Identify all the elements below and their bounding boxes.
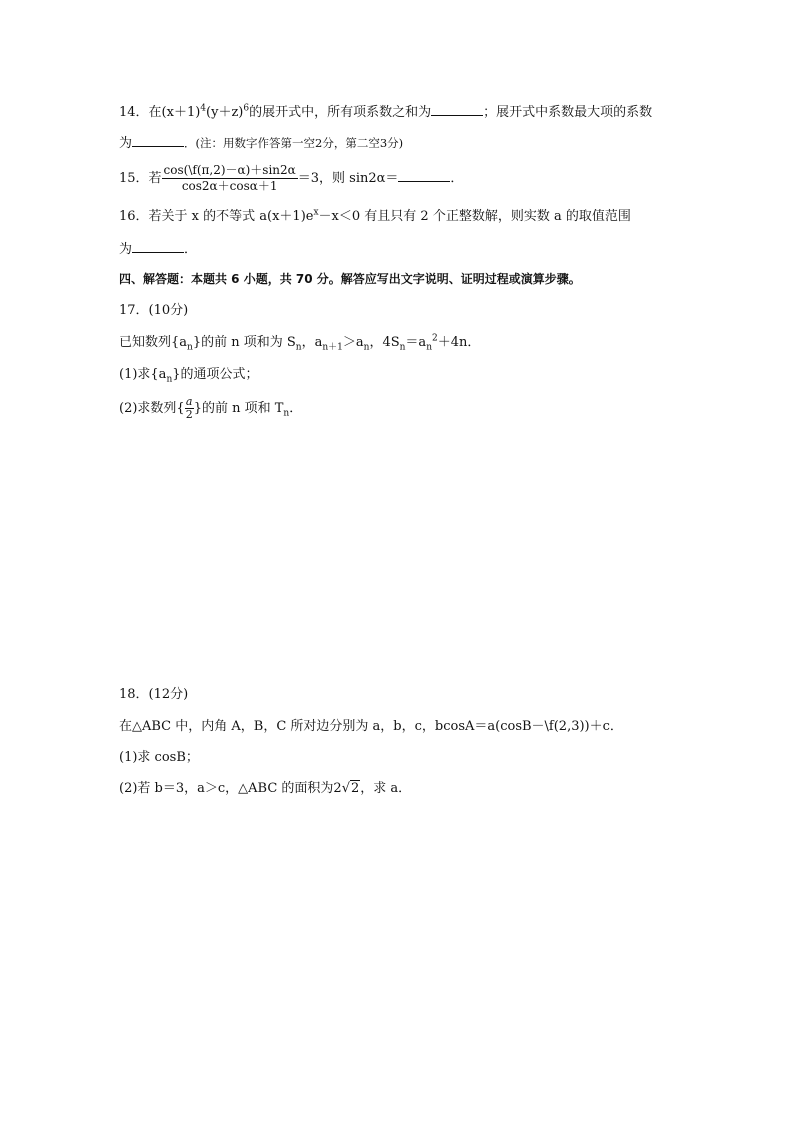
q15-number: 15．若	[119, 171, 162, 186]
q17-frac-num: a	[185, 395, 193, 408]
q18-part2-a: (2)若 b＝3，a＞c，△ABC 的面积为2	[119, 781, 342, 796]
q17-part2-c: ．	[289, 401, 303, 416]
q17-stem-b: }的前 n 项和为 S	[192, 335, 296, 350]
q16-text-b: －x＜0 有且只有 2 个正整数解，则实数 a 的取值范围	[318, 209, 631, 224]
q14-exp1: 4	[200, 103, 207, 114]
q16-blank[interactable]	[132, 240, 184, 253]
q17-stem	[119, 334, 480, 352]
q17-stem-f: ＝a	[405, 335, 427, 350]
q18-header: 18．(12分)	[119, 687, 189, 702]
q17-part1-b: }的通项公式；	[172, 367, 259, 382]
q17-part2	[119, 396, 302, 421]
q17-stem-g: ＋4n．	[437, 335, 481, 350]
q17-stem-d: ＞a	[342, 335, 364, 350]
q17-part1-sub: n	[166, 374, 173, 385]
q14-line2	[119, 134, 403, 153]
q17-sub-n: n	[187, 342, 193, 353]
q17-part2-fraction	[185, 396, 194, 421]
q15-blank[interactable]	[398, 169, 450, 182]
q16-text-a: 16．若关于 x 的不等式 a(x＋1)e	[119, 209, 314, 224]
q15-end: ．	[450, 171, 464, 186]
q17-sub-n1: n＋1	[322, 342, 343, 353]
q15-equals: ＝3，则 sin2α＝	[297, 171, 399, 186]
q17-part2-sub: n	[283, 408, 290, 419]
q17-stem-a: 已知数列{a	[119, 335, 188, 350]
q15-fraction	[162, 163, 298, 194]
q14-blank2[interactable]	[132, 134, 184, 147]
q17-part1	[119, 366, 259, 384]
q18-sqrt-value: 2	[351, 781, 360, 796]
q14-expr: (x＋1)	[161, 105, 201, 120]
q18-stem: 在△ABC 中，内角 A，B，C 所对边分别为 a，b，c，bcosA＝a(cosB－\f(2,3))＋c．	[119, 719, 623, 734]
q16-line2-start: 为	[119, 242, 133, 257]
q18-part2	[119, 780, 411, 798]
q14-expr2: (y＋z)	[206, 105, 244, 120]
q16-line1	[119, 208, 631, 226]
q16-line2	[119, 240, 197, 259]
q17-stem-e: ，4S	[369, 335, 400, 350]
q17-sub-n-3: n	[363, 342, 370, 353]
q17-frac-den: 2	[185, 408, 193, 421]
q17-sup-2: 2	[431, 333, 438, 344]
q14-blank1[interactable]	[431, 103, 483, 116]
q17-part1-a: (1)求{a	[119, 367, 167, 382]
q17-sub-n-5: n	[426, 342, 432, 353]
q16-sup-x: x	[313, 207, 319, 218]
q14-line1	[119, 103, 652, 122]
q14-line2-start: 为	[119, 136, 133, 151]
q14-number: 14．在	[119, 105, 162, 120]
q17-sub-n-4: n	[399, 342, 406, 353]
q14-exp2: 6	[243, 103, 250, 114]
q17-part2-b: }的前 n 项和 T	[193, 401, 284, 416]
q15-numerator: cos(\f(π,2)－α)＋sin2α	[163, 163, 296, 177]
q14-text2: ；展开式中系数最大项的系数	[483, 105, 653, 120]
q17-sub-n-2: n	[295, 342, 302, 353]
q17-stem-c: ，a	[301, 335, 323, 350]
q17-header: 17．(10分)	[119, 303, 189, 318]
q14-text1: 的展开式中，所有项系数之和为	[249, 105, 432, 120]
q16-end: ．	[184, 242, 198, 257]
q18-part1: (1)求 cosB；	[119, 750, 199, 765]
q15-line	[119, 163, 463, 194]
q18-sqrt: √2	[341, 781, 360, 796]
q18-part2-b: ，求 a．	[360, 781, 412, 796]
q15-denominator: cos2α＋cosα＋1	[181, 179, 278, 193]
section4-heading: 四、解答题：本题共 6 小题，共 70 分。解答应写出文字说明、证明过程或演算步骤。	[119, 272, 581, 286]
q14-note: ．(注：用数字作答第一空2分，第二空3分)	[184, 136, 404, 150]
q17-part2-a: (2)求数列{	[119, 401, 185, 416]
